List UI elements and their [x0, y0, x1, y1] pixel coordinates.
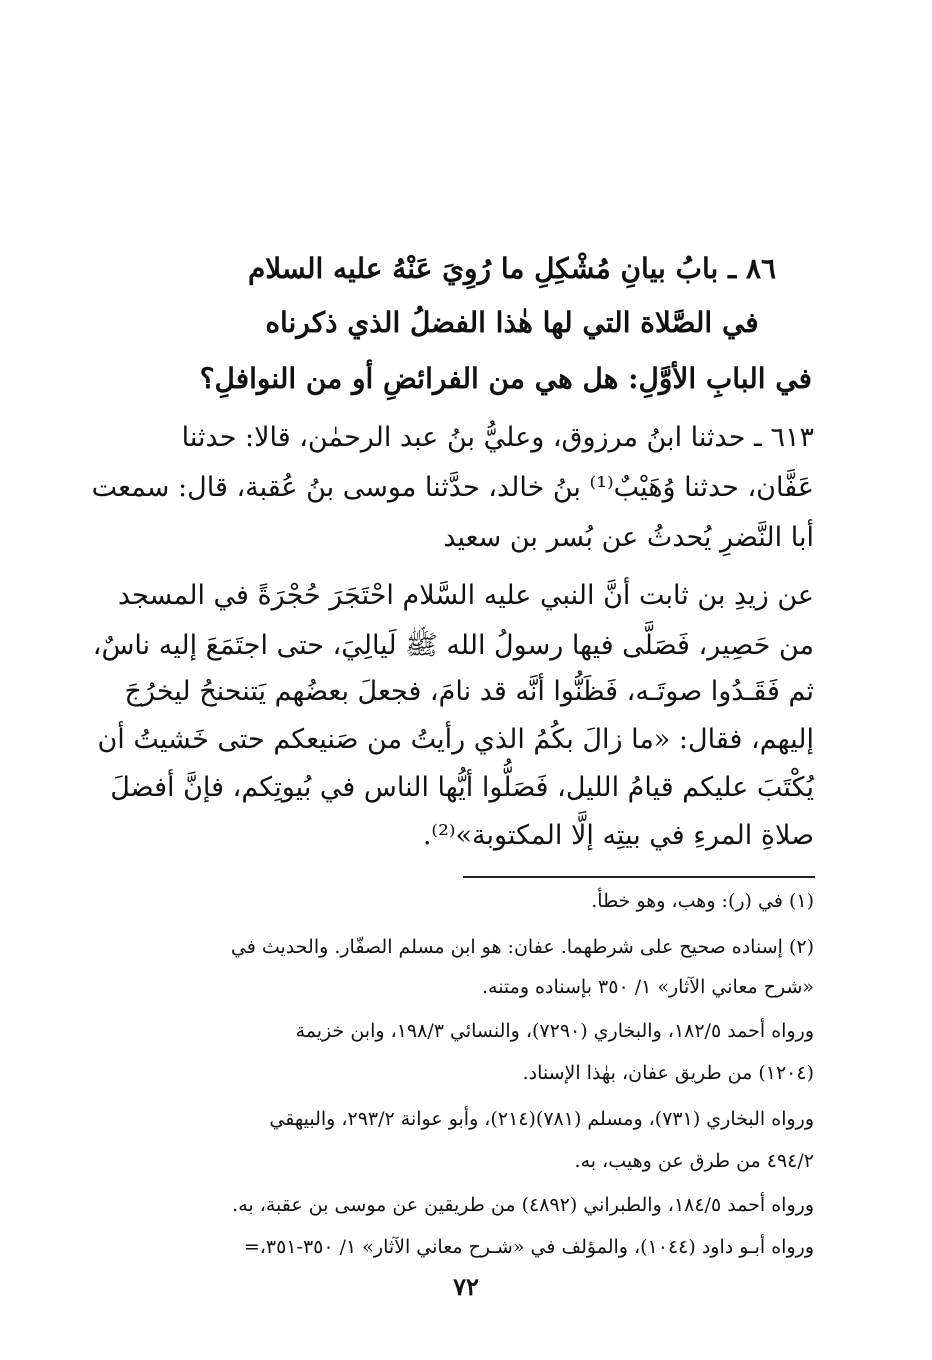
- chapter-title-line-2: في الصَّلاة التي لها هٰذا الفضلُ الذي ذكرناه: [265, 306, 759, 339]
- footnote-line-4: ورواه أحمد ١٨٢/٥، والبخاري (٧٢٩٠)، والنسائي ١٩٨/٣، وابن خزيمة: [295, 1020, 814, 1042]
- chapter-title-line-3: في البابِ الأوَّلِ: هل هي من الفرائضِ أو من النوافلِ؟: [199, 362, 812, 395]
- footnote-line-8: ورواه أحمد ١٨٤/٥، والطبراني (٤٨٩٢) من طريقين عن موسى بن عقبة، به.: [232, 1194, 814, 1216]
- isnad-line-2: عَفَّان، حدثنا وُهَيْبٌ⁽¹⁾ بنُ خالد، حدَّثنا موسى بنُ عُقبة، قال: سمعت: [91, 472, 814, 503]
- footnote-line-3: «شرح معاني الآثار» ١/ ٣٥٠ بإسناده ومتنه.: [481, 976, 814, 998]
- matn-line-6: صلاةِ المرءِ في بيتِه إلَّا المكتوبة»⁽²⁾.: [422, 820, 814, 851]
- matn-line-4: إليهم، فقال: «ما زالَ بكُمُ الذي رأيتُ من صَنيعكم حتى خَشيتُ أن: [97, 724, 814, 755]
- footnote-separator: [463, 876, 815, 878]
- chapter-title-line-1: ٨٦ ـ بابُ بيانِ مُشْكِلِ ما رُوِيَ عَنْهُ عليه السلام: [247, 252, 777, 285]
- matn-line-3: ثم فَقَـدُوا صوتَـه، فَظَنُّوا أنَّه قد نامَ، فجعلَ بعضُهم يَتنحنحُ ليخرُجَ: [124, 676, 814, 707]
- footnote-line-6: ورواه البخاري (٧٣١)، ومسلم (٧٨١)(٢١٤)، وأبو عوانة ٢٩٣/٢، والبيهقي: [269, 1108, 814, 1130]
- footnote-line-1: (١) في (ر): وهب، وهو خطأ.: [591, 890, 814, 912]
- footnote-line-2: (٢) إسناده صحيح على شرطهما. عفان: هو ابن مسلم الصفّار. والحديث في: [230, 936, 814, 958]
- footnote-line-9: ورواه أبـو داود (١٠٤٤)، والمؤلف في «شـرح معاني الآثار» ١/ ٣٥٠-٣٥١،=: [243, 1236, 814, 1258]
- page-number: ٧٢: [453, 1272, 479, 1301]
- isnad-line-1: ٦١٣ ـ حدثنا ابنُ مرزوق، وعليُّ بنُ عبد الرحمٰن، قالا: حدثنا: [181, 422, 814, 453]
- matn-line-2: من حَصِير، فَصَلَّى فيها رسولُ الله ﷺ لَيالِيَ، حتى اجتَمَعَ إليه ناسٌ،: [92, 630, 814, 661]
- footnote-line-5: (١٢٠٤) من طريق عفان، بهٰذا الإسناد.: [522, 1062, 814, 1084]
- matn-line-1: عن زيدِ بن ثابت أنَّ النبي عليه السَّلام احْتَجَرَ حُجْرَةً في المسجد: [117, 580, 814, 611]
- matn-line-5: يُكْتَبَ عليكم قيامُ الليل، فَصَلُّوا أيُّها الناس في بُيوتِكم، فإنَّ أفضلَ: [110, 772, 814, 803]
- isnad-line-3: أبا النَّضرِ يُحدثُ عن بُسر بن سعيد: [443, 522, 814, 553]
- footnote-line-7: ٤٩٤/٢ من طرق عن وهيب، به.: [574, 1150, 814, 1172]
